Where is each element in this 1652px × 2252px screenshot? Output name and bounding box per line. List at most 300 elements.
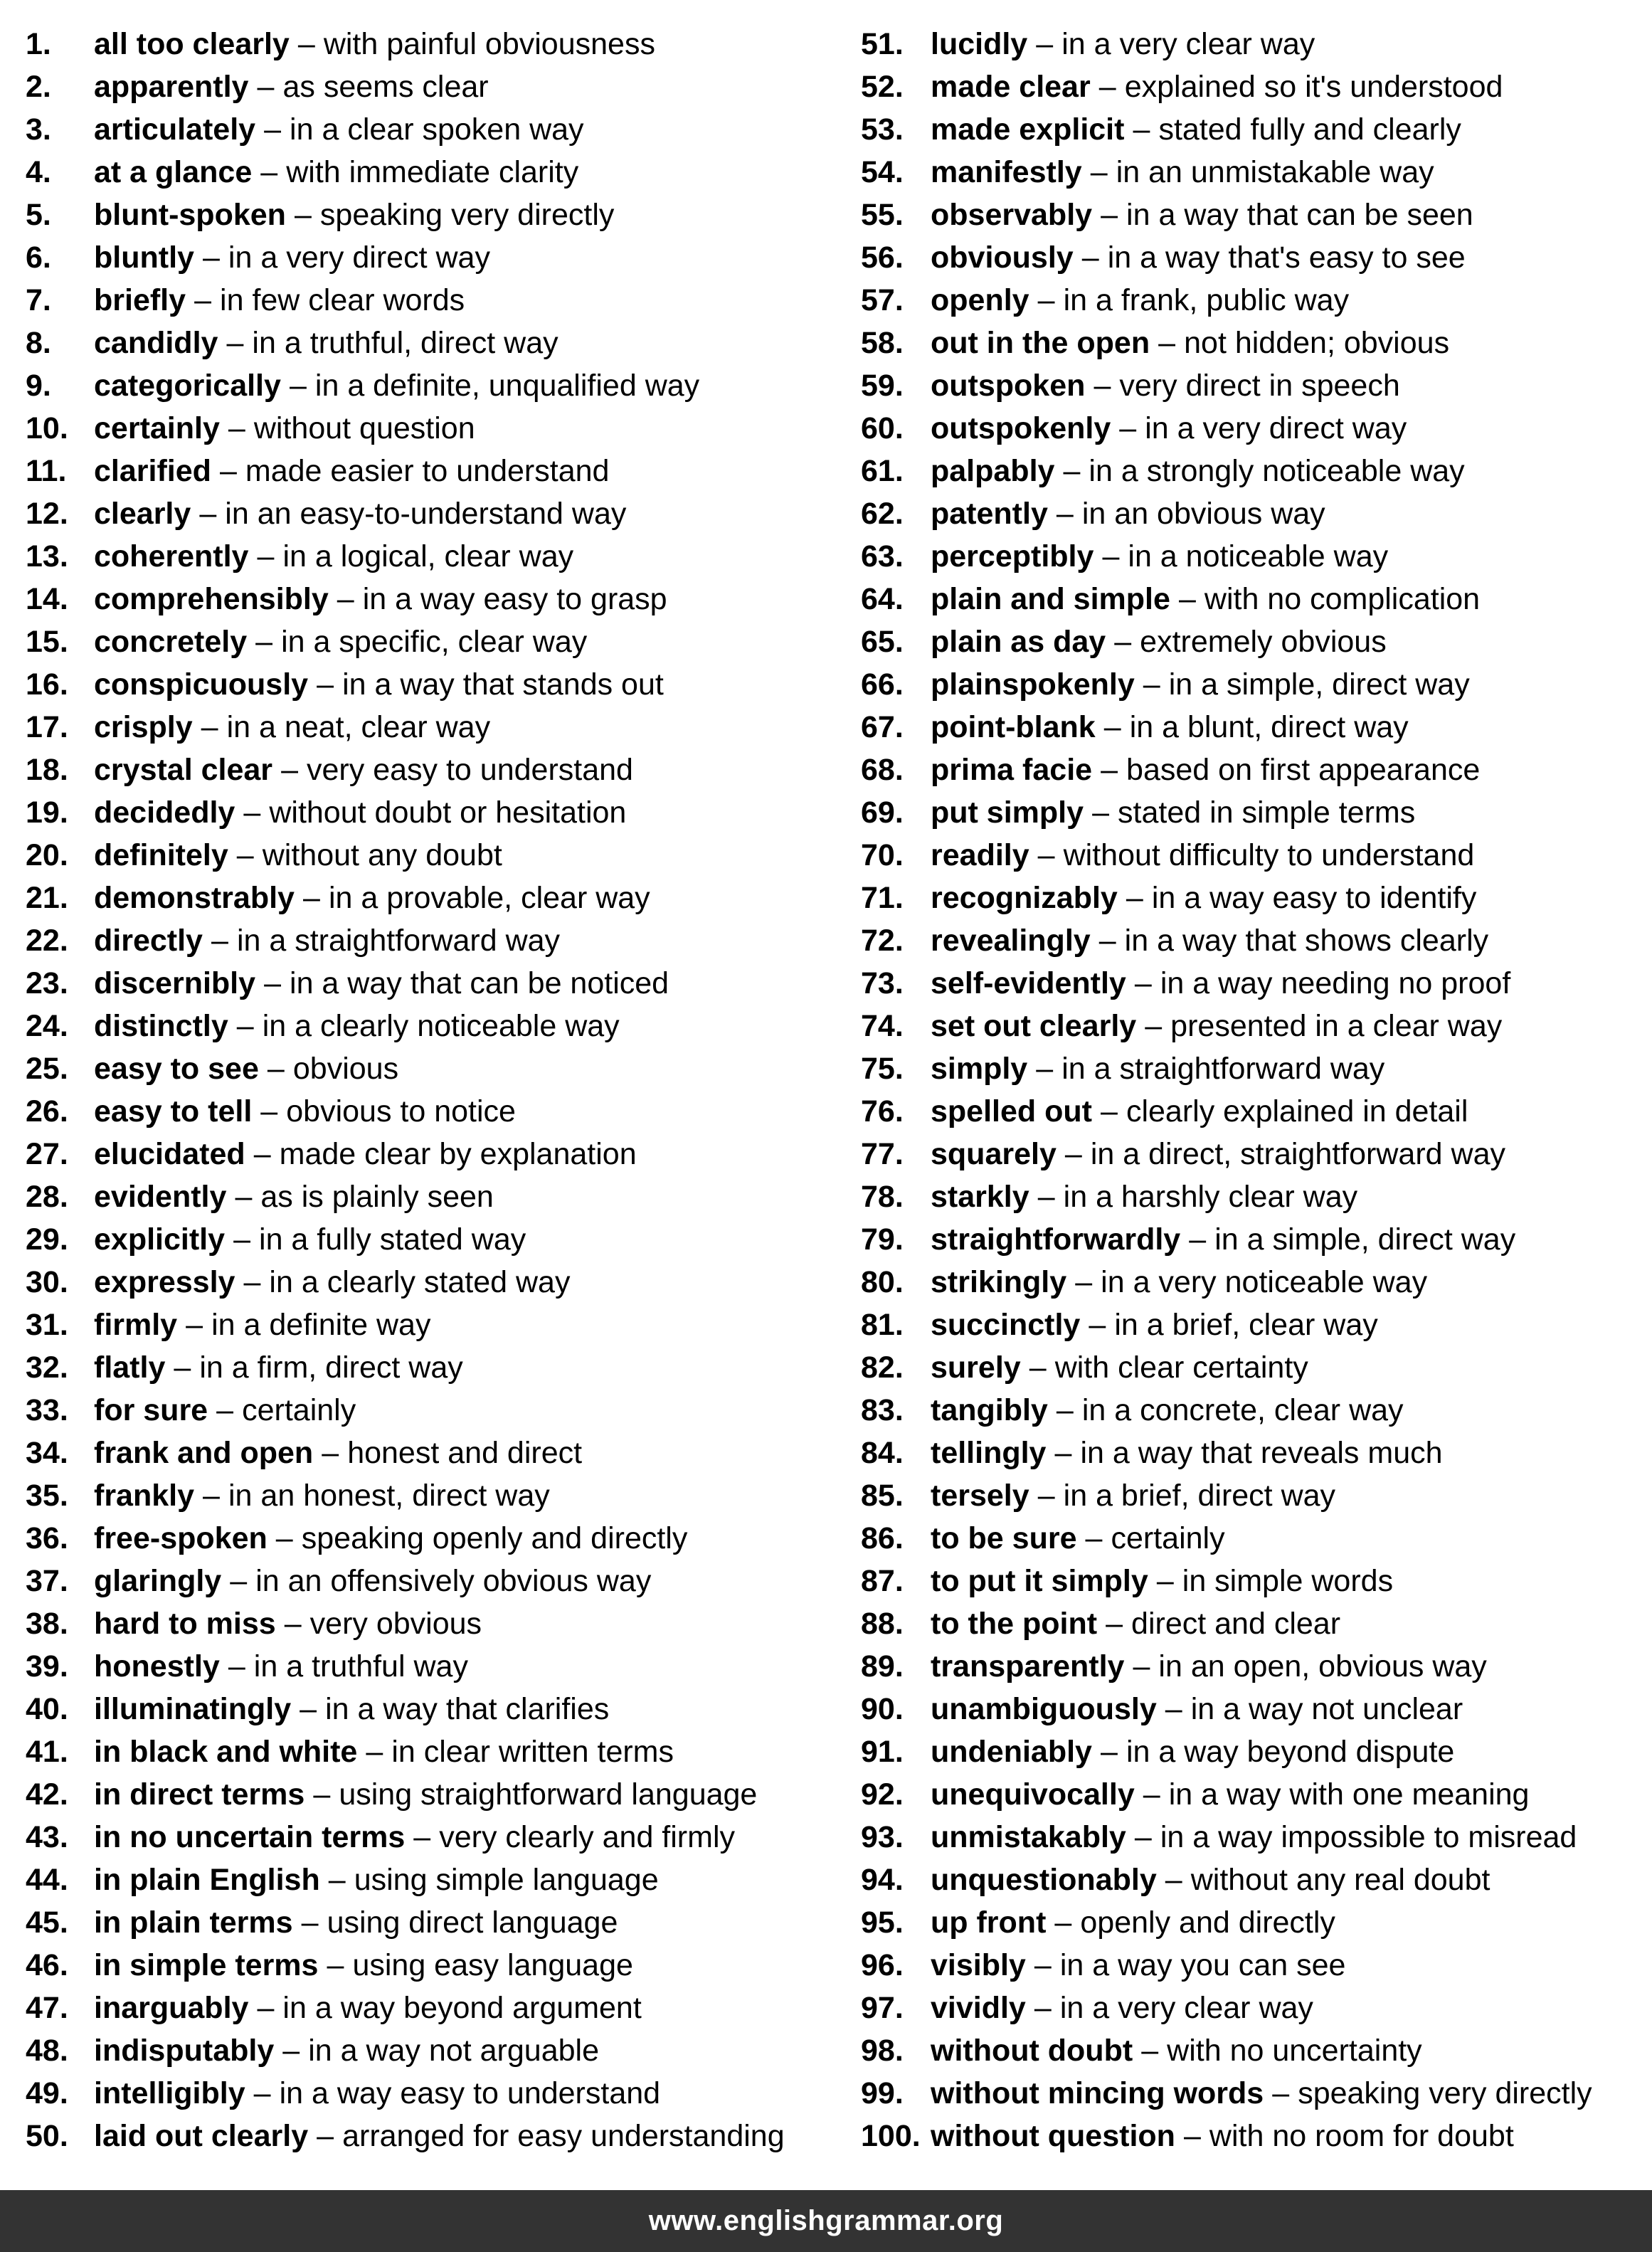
list-item bbox=[26, 1944, 837, 1987]
item-definition: certainly bbox=[242, 1393, 356, 1427]
list-item bbox=[26, 108, 837, 151]
item-term: at a glance bbox=[94, 155, 253, 189]
item-term: crisply bbox=[94, 710, 193, 744]
item-term: elucidated bbox=[94, 1137, 245, 1171]
item-separator: – bbox=[1101, 753, 1118, 787]
list-item bbox=[861, 791, 1643, 834]
item-definition: in an unmistakable way bbox=[1116, 155, 1434, 189]
item-definition: in a way you can see bbox=[1059, 1948, 1346, 1982]
item-term: firmly bbox=[94, 1308, 178, 1342]
item-definition: in a very clear way bbox=[1061, 27, 1315, 61]
list-item bbox=[26, 1901, 837, 1944]
item-number: 7. bbox=[26, 283, 51, 317]
list-item bbox=[861, 1474, 1643, 1517]
item-definition: in a clearly noticeable way bbox=[262, 1009, 620, 1043]
list-item bbox=[26, 1816, 837, 1859]
list-item bbox=[861, 279, 1643, 322]
item-number: 18. bbox=[26, 753, 68, 787]
item-term: without mincing words bbox=[931, 2076, 1264, 2110]
item-term: easy to tell bbox=[94, 1094, 253, 1128]
list-item bbox=[861, 1304, 1643, 1346]
item-separator: – bbox=[255, 625, 273, 659]
list-item bbox=[861, 194, 1643, 236]
list-item bbox=[26, 877, 837, 919]
item-number: 25. bbox=[26, 1052, 68, 1086]
item-number: 40. bbox=[26, 1692, 68, 1726]
list-item bbox=[861, 1816, 1643, 1859]
item-number: 69. bbox=[861, 795, 904, 830]
item-number: 51. bbox=[861, 27, 904, 61]
item-separator: – bbox=[1158, 326, 1176, 360]
item-definition: in a way not arguable bbox=[308, 2034, 599, 2068]
item-separator: – bbox=[1054, 1436, 1072, 1470]
item-term: plain as day bbox=[931, 625, 1106, 659]
item-number: 38. bbox=[26, 1607, 68, 1641]
list-item bbox=[861, 65, 1643, 108]
item-definition: clearly explained in detail bbox=[1126, 1094, 1468, 1128]
list-item bbox=[861, 749, 1643, 791]
list-item bbox=[26, 962, 837, 1005]
item-definition: with painful obviousness bbox=[323, 27, 655, 61]
list-item bbox=[861, 108, 1643, 151]
item-definition: in a clearly stated way bbox=[269, 1265, 571, 1299]
item-number: 95. bbox=[861, 1905, 904, 1940]
item-definition: in a way that shows clearly bbox=[1124, 924, 1489, 958]
list-item bbox=[861, 1432, 1643, 1474]
item-separator: – bbox=[328, 1863, 346, 1897]
item-separator: – bbox=[267, 1052, 285, 1086]
item-definition: in a way needing no proof bbox=[1160, 966, 1511, 1000]
list-item bbox=[26, 663, 837, 706]
item-term: easy to see bbox=[94, 1052, 259, 1086]
item-number: 29. bbox=[26, 1222, 68, 1257]
item-separator: – bbox=[1034, 1948, 1052, 1982]
list-item bbox=[26, 492, 837, 535]
item-term: obviously bbox=[931, 240, 1074, 275]
item-definition: in a blunt, direct way bbox=[1129, 710, 1409, 744]
item-number: 43. bbox=[26, 1820, 68, 1854]
item-separator: – bbox=[1034, 1991, 1052, 2025]
item-definition: in simple words bbox=[1182, 1564, 1394, 1598]
item-number: 31. bbox=[26, 1308, 68, 1342]
item-separator: – bbox=[337, 582, 354, 616]
item-separator: – bbox=[260, 155, 278, 189]
item-separator: – bbox=[1037, 838, 1055, 872]
item-separator: – bbox=[1090, 155, 1108, 189]
item-number: 1. bbox=[26, 27, 51, 61]
item-term: patently bbox=[931, 497, 1048, 531]
item-term: undeniably bbox=[931, 1735, 1092, 1769]
item-definition: with no uncertainty bbox=[1167, 2034, 1422, 2068]
item-separator: – bbox=[1145, 1009, 1163, 1043]
item-definition: in a truthful, direct way bbox=[252, 326, 558, 360]
item-term: free-spoken bbox=[94, 1521, 268, 1555]
item-term: laid out clearly bbox=[94, 2119, 309, 2153]
item-separator: – bbox=[1098, 70, 1116, 104]
list-item bbox=[861, 492, 1643, 535]
list-item bbox=[861, 1987, 1643, 2029]
item-number: 85. bbox=[861, 1479, 904, 1513]
item-definition: obvious bbox=[292, 1052, 399, 1086]
item-number: 34. bbox=[26, 1436, 68, 1470]
item-definition: in a very noticeable way bbox=[1101, 1265, 1428, 1299]
item-number: 15. bbox=[26, 625, 68, 659]
item-separator: – bbox=[1102, 539, 1120, 573]
list-item bbox=[861, 877, 1643, 919]
item-number: 14. bbox=[26, 582, 68, 616]
item-term: categorically bbox=[94, 369, 281, 403]
list-item bbox=[26, 1859, 837, 1901]
item-definition: speaking openly and directly bbox=[301, 1521, 688, 1555]
list-item bbox=[26, 749, 837, 791]
item-number: 6. bbox=[26, 240, 51, 275]
item-term: hard to miss bbox=[94, 1607, 276, 1641]
item-term: manifestly bbox=[931, 155, 1082, 189]
item-definition: with clear certainty bbox=[1054, 1350, 1308, 1385]
item-term: squarely bbox=[931, 1137, 1057, 1171]
item-separator: – bbox=[243, 795, 261, 830]
list-item bbox=[26, 834, 837, 877]
list-item bbox=[26, 1218, 837, 1261]
item-number: 22. bbox=[26, 924, 68, 958]
item-separator: – bbox=[216, 1393, 234, 1427]
list-item bbox=[26, 2072, 837, 2115]
item-term: conspicuously bbox=[94, 667, 309, 702]
item-definition: stated fully and clearly bbox=[1158, 112, 1461, 147]
item-separator: – bbox=[1101, 1735, 1118, 1769]
item-definition: in a fully stated way bbox=[259, 1222, 526, 1257]
item-term: made clear bbox=[931, 70, 1091, 104]
item-separator: – bbox=[317, 667, 334, 702]
item-number: 23. bbox=[26, 966, 68, 1000]
list-item bbox=[26, 1005, 837, 1047]
item-definition: with immediate clarity bbox=[286, 155, 579, 189]
item-definition: in a definite, unqualified way bbox=[314, 369, 700, 403]
item-separator: – bbox=[257, 70, 275, 104]
item-term: tangibly bbox=[931, 1393, 1048, 1427]
item-term: clearly bbox=[94, 497, 191, 531]
item-separator: – bbox=[294, 198, 312, 232]
item-separator: – bbox=[1054, 1905, 1072, 1940]
item-number: 3. bbox=[26, 112, 51, 147]
item-number: 21. bbox=[26, 881, 68, 915]
item-number: 97. bbox=[861, 1991, 904, 2025]
item-number: 87. bbox=[861, 1564, 904, 1598]
item-separator: – bbox=[253, 2076, 271, 2110]
item-separator: – bbox=[1089, 1308, 1106, 1342]
item-separator: – bbox=[313, 1777, 331, 1812]
item-number: 39. bbox=[26, 1649, 68, 1683]
item-definition: in an obvious way bbox=[1081, 497, 1325, 531]
item-number: 47. bbox=[26, 1991, 68, 2025]
list-item bbox=[26, 1090, 837, 1133]
item-definition: in a frank, public way bbox=[1063, 283, 1350, 317]
item-number: 13. bbox=[26, 539, 68, 573]
list-item bbox=[861, 1090, 1643, 1133]
list-item bbox=[26, 151, 837, 194]
item-separator: – bbox=[1103, 710, 1121, 744]
item-number: 59. bbox=[861, 369, 904, 403]
item-number: 73. bbox=[861, 966, 904, 1000]
item-definition: in a way easy to understand bbox=[279, 2076, 661, 2110]
item-term: prima facie bbox=[931, 753, 1093, 787]
item-definition: without difficulty to understand bbox=[1063, 838, 1475, 872]
item-number: 98. bbox=[861, 2034, 904, 2068]
item-definition: in a strongly noticeable way bbox=[1089, 454, 1465, 488]
item-definition: direct and clear bbox=[1131, 1607, 1341, 1641]
item-definition: made easier to understand bbox=[245, 454, 610, 488]
item-number: 96. bbox=[861, 1948, 904, 1982]
item-separator: – bbox=[275, 1521, 293, 1555]
item-definition: in a logical, clear way bbox=[282, 539, 574, 573]
item-definition: using easy language bbox=[352, 1948, 633, 1982]
list-item bbox=[861, 1517, 1643, 1560]
item-definition: in a brief, clear way bbox=[1114, 1308, 1378, 1342]
item-definition: in a way beyond argument bbox=[282, 1991, 642, 2025]
item-number: 83. bbox=[861, 1393, 904, 1427]
item-number: 33. bbox=[26, 1393, 68, 1427]
item-number: 68. bbox=[861, 753, 904, 787]
item-separator: – bbox=[1189, 1222, 1207, 1257]
item-term: directly bbox=[94, 924, 203, 958]
item-term: indisputably bbox=[94, 2034, 275, 2068]
item-definition: in a harshly clear way bbox=[1063, 1180, 1358, 1214]
item-separator: – bbox=[186, 1308, 203, 1342]
item-definition: based on first appearance bbox=[1126, 753, 1481, 787]
item-separator: – bbox=[1085, 1521, 1103, 1555]
item-separator: – bbox=[257, 539, 275, 573]
item-term: bluntly bbox=[94, 240, 194, 275]
list-item bbox=[861, 364, 1643, 407]
item-number: 78. bbox=[861, 1180, 904, 1214]
item-term: unequivocally bbox=[931, 1777, 1135, 1812]
item-number: 17. bbox=[26, 710, 68, 744]
list-item bbox=[861, 2029, 1643, 2072]
item-definition: using straightforward language bbox=[339, 1777, 758, 1812]
item-number: 41. bbox=[26, 1735, 68, 1769]
item-term: coherently bbox=[94, 539, 249, 573]
item-separator: – bbox=[228, 411, 245, 445]
list-item bbox=[26, 919, 837, 962]
item-separator: – bbox=[1133, 112, 1150, 147]
item-separator: – bbox=[300, 1692, 317, 1726]
item-definition: in an easy-to-understand way bbox=[225, 497, 627, 531]
item-separator: – bbox=[203, 1479, 220, 1513]
item-term: plain and simple bbox=[931, 582, 1170, 616]
item-number: 48. bbox=[26, 2034, 68, 2068]
item-definition: in a straightforward way bbox=[236, 924, 561, 958]
list-item bbox=[26, 791, 837, 834]
item-definition: in a definite way bbox=[211, 1308, 431, 1342]
item-separator: – bbox=[327, 1948, 344, 1982]
item-separator: – bbox=[284, 1607, 302, 1641]
footer-url[interactable]: www.englishgrammar.org bbox=[648, 2205, 1004, 2236]
item-separator: – bbox=[297, 27, 315, 61]
item-separator: – bbox=[322, 1436, 339, 1470]
item-term: in simple terms bbox=[94, 1948, 319, 1982]
item-number: 32. bbox=[26, 1350, 68, 1385]
item-separator: – bbox=[1106, 1607, 1123, 1641]
item-separator: – bbox=[226, 326, 244, 360]
item-definition: in a way that can be seen bbox=[1126, 198, 1473, 232]
item-number: 88. bbox=[861, 1607, 904, 1641]
item-number: 2. bbox=[26, 70, 51, 104]
item-term: put simply bbox=[931, 795, 1084, 830]
item-term: set out clearly bbox=[931, 1009, 1137, 1043]
item-term: without doubt bbox=[931, 2034, 1133, 2068]
list-item bbox=[861, 1133, 1643, 1175]
list-item bbox=[26, 1560, 837, 1602]
item-separator: – bbox=[1063, 454, 1081, 488]
item-term: in black and white bbox=[94, 1735, 358, 1769]
item-definition: without any real doubt bbox=[1190, 1863, 1490, 1897]
item-term: clarified bbox=[94, 454, 211, 488]
list-item bbox=[861, 1261, 1643, 1304]
item-term: intelligibly bbox=[94, 2076, 245, 2110]
item-number: 72. bbox=[861, 924, 904, 958]
item-separator: – bbox=[264, 112, 282, 147]
item-number: 89. bbox=[861, 1649, 904, 1683]
item-term: palpably bbox=[931, 454, 1055, 488]
item-definition: in a very direct way bbox=[1145, 411, 1407, 445]
item-term: perceptibly bbox=[931, 539, 1094, 573]
item-term: visibly bbox=[931, 1948, 1026, 1982]
item-term: apparently bbox=[94, 70, 249, 104]
item-term: vividly bbox=[931, 1991, 1026, 2025]
item-separator: – bbox=[235, 1180, 253, 1214]
item-separator: – bbox=[1037, 283, 1055, 317]
item-number: 27. bbox=[26, 1137, 68, 1171]
item-term: demonstrably bbox=[94, 881, 295, 915]
item-term: surely bbox=[931, 1350, 1021, 1385]
list-item bbox=[26, 65, 837, 108]
item-term: observably bbox=[931, 198, 1093, 232]
item-term: honestly bbox=[94, 1649, 220, 1683]
item-definition: in a very direct way bbox=[228, 240, 490, 275]
item-separator: – bbox=[1114, 625, 1132, 659]
item-separator: – bbox=[219, 454, 237, 488]
item-definition: in a way beyond dispute bbox=[1126, 1735, 1455, 1769]
item-number: 70. bbox=[861, 838, 904, 872]
item-definition: in a way not unclear bbox=[1190, 1692, 1463, 1726]
item-number: 64. bbox=[861, 582, 904, 616]
list-item bbox=[861, 1901, 1643, 1944]
item-definition: without any doubt bbox=[262, 838, 502, 872]
list-item bbox=[26, 450, 837, 492]
item-definition: without doubt or hesitation bbox=[269, 795, 627, 830]
item-number: 30. bbox=[26, 1265, 68, 1299]
item-term: unmistakably bbox=[931, 1820, 1126, 1854]
list-item bbox=[26, 1175, 837, 1218]
item-separator: – bbox=[228, 1649, 245, 1683]
list-item bbox=[861, 535, 1643, 578]
left-column bbox=[26, 23, 837, 2157]
list-item bbox=[861, 2072, 1643, 2115]
item-definition: in an offensively obvious way bbox=[255, 1564, 652, 1598]
item-definition: in a simple, direct way bbox=[1168, 667, 1470, 702]
list-item bbox=[26, 1133, 837, 1175]
list-item bbox=[861, 450, 1643, 492]
item-separator: – bbox=[1056, 497, 1074, 531]
list-item bbox=[861, 663, 1643, 706]
item-definition: in a very clear way bbox=[1059, 1991, 1313, 2025]
item-term: illuminatingly bbox=[94, 1692, 292, 1726]
item-term: crystal clear bbox=[94, 753, 273, 787]
item-term: for sure bbox=[94, 1393, 208, 1427]
item-term: comprehensibly bbox=[94, 582, 329, 616]
item-definition: in a simple, direct way bbox=[1214, 1222, 1516, 1257]
item-definition: in a clear spoken way bbox=[290, 112, 584, 147]
item-term: point-blank bbox=[931, 710, 1096, 744]
item-definition: in a provable, clear way bbox=[328, 881, 650, 915]
item-term: in direct terms bbox=[94, 1777, 305, 1812]
item-definition: in a way that clarifies bbox=[325, 1692, 610, 1726]
item-number: 37. bbox=[26, 1564, 68, 1598]
item-definition: in a way with one meaning bbox=[1168, 1777, 1530, 1812]
item-definition: not hidden; obvious bbox=[1184, 326, 1450, 360]
list-item bbox=[861, 151, 1643, 194]
item-number: 28. bbox=[26, 1180, 68, 1214]
item-separator: – bbox=[1183, 2119, 1201, 2153]
item-separator: – bbox=[1126, 881, 1143, 915]
list-item bbox=[26, 1773, 837, 1816]
item-number: 4. bbox=[26, 155, 51, 189]
list-item bbox=[861, 23, 1643, 65]
item-term: inarguably bbox=[94, 1991, 249, 2025]
item-definition: in a way that reveals much bbox=[1080, 1436, 1443, 1470]
list-item bbox=[861, 834, 1643, 877]
list-item bbox=[861, 1645, 1643, 1688]
item-term: straightforwardly bbox=[931, 1222, 1181, 1257]
list-item bbox=[26, 1474, 837, 1517]
item-separator: – bbox=[194, 283, 211, 317]
item-separator: – bbox=[366, 1735, 383, 1769]
item-separator: – bbox=[1037, 1180, 1055, 1214]
item-separator: – bbox=[1098, 924, 1116, 958]
item-term: evidently bbox=[94, 1180, 227, 1214]
item-number: 12. bbox=[26, 497, 68, 531]
item-number: 10. bbox=[26, 411, 68, 445]
item-term: spelled out bbox=[931, 1094, 1092, 1128]
list-item bbox=[26, 1261, 837, 1304]
item-term: articulately bbox=[94, 112, 256, 147]
item-number: 8. bbox=[26, 326, 51, 360]
list-item bbox=[26, 706, 837, 749]
item-term: outspokenly bbox=[931, 411, 1111, 445]
item-term: simply bbox=[931, 1052, 1028, 1086]
item-number: 46. bbox=[26, 1948, 68, 1982]
list-item bbox=[861, 1730, 1643, 1773]
list-item bbox=[861, 1944, 1643, 1987]
item-term: in plain English bbox=[94, 1863, 320, 1897]
item-term: self-evidently bbox=[931, 966, 1126, 1000]
item-term: definitely bbox=[94, 838, 228, 872]
item-definition: as seems clear bbox=[282, 70, 489, 104]
item-separator: – bbox=[202, 240, 220, 275]
item-number: 100. bbox=[861, 2119, 921, 2153]
item-separator: – bbox=[236, 1009, 254, 1043]
list-item bbox=[26, 1389, 837, 1432]
item-number: 91. bbox=[861, 1735, 904, 1769]
item-definition: in a direct, straightforward way bbox=[1090, 1137, 1505, 1171]
list-item bbox=[861, 578, 1643, 620]
item-number: 20. bbox=[26, 838, 68, 872]
item-term: concretely bbox=[94, 625, 248, 659]
item-number: 24. bbox=[26, 1009, 68, 1043]
item-term: recognizably bbox=[931, 881, 1118, 915]
item-number: 75. bbox=[861, 1052, 904, 1086]
item-term: all too clearly bbox=[94, 27, 290, 61]
